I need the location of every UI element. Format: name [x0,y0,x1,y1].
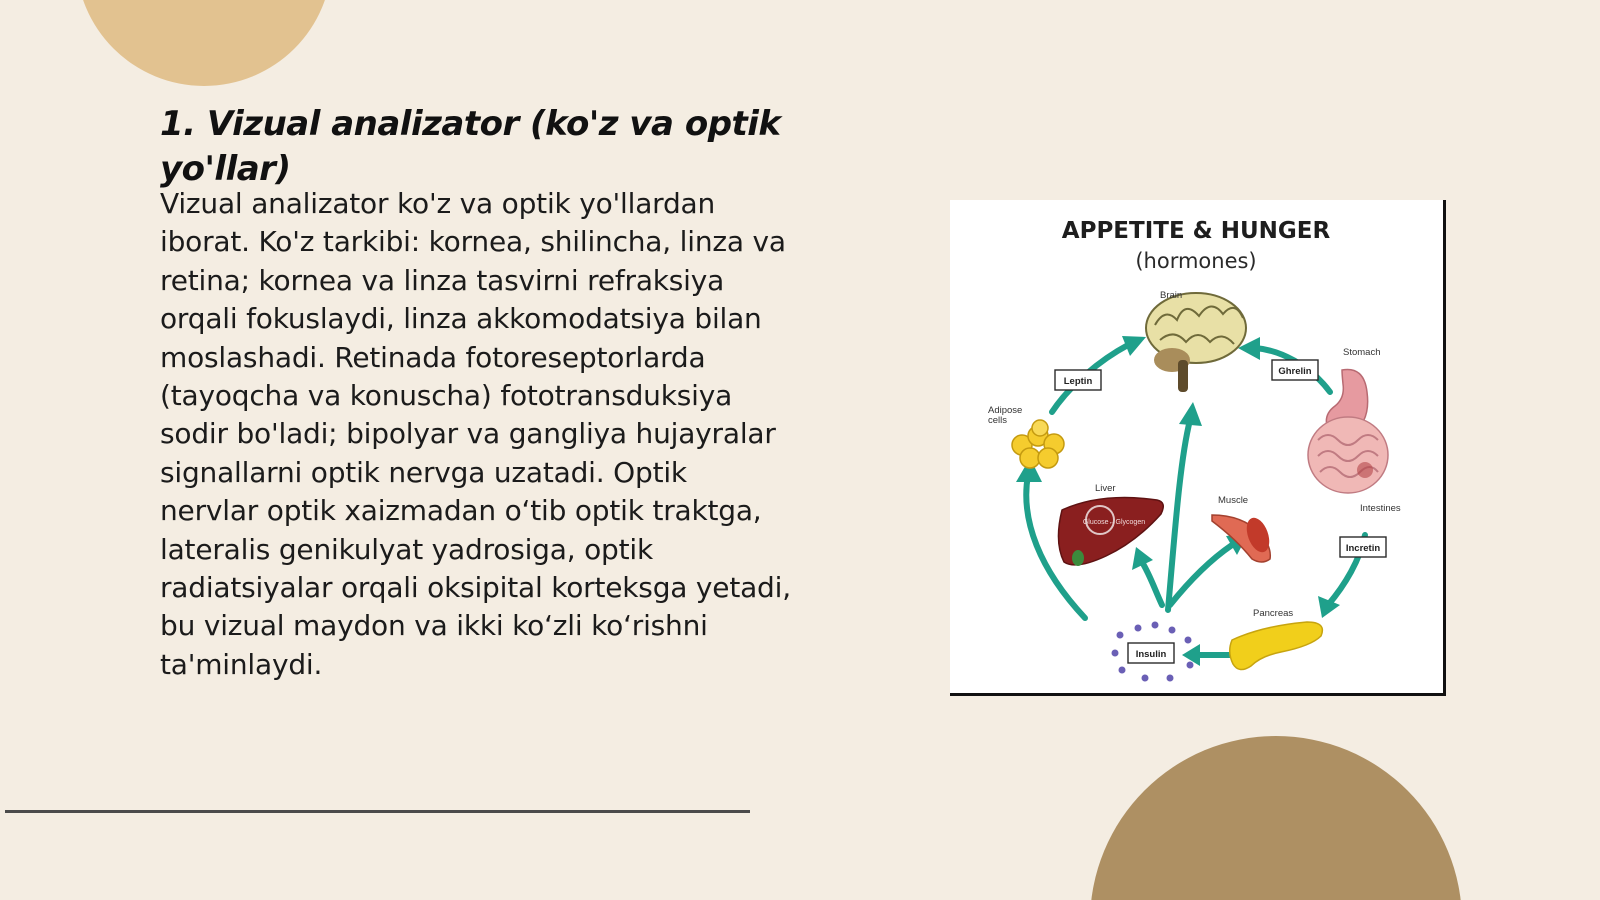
hormone-ghrelin: Ghrelin [1278,366,1312,377]
arrow-insulin-to-liver [1142,562,1162,605]
arrow-insulin-to-muscle [1170,545,1232,605]
brain-icon [1146,293,1246,392]
slide-body-text: Vizual analizator ko'z va optik yo'llardan iborat. Ko'z tarkibi: kornea, shilincha, linza va retina; kornea va linza tasvirni refraksiya orqali fokuslaydi, linza akkomodatsiya bilan moslashadi. Retinada fotoreseptorlarda (tayoqcha va konuscha) fototransduksiya sodir bo'ladi; bipolyar va gangliya hujayralar signallarni optik nervga uzatadi. Optik nervlar optik xaizmadan o‘tib optik traktga, lateralis genikulyat yadrosiga, optik radiatsiyalar orqali oksipital korteksga yetadi, bu vizual maydon va ikki ko‘zli ko‘rishni ta'minlaydi. [160,187,791,681]
diagram-svg [950,200,1443,693]
stomach-intestines-icon [1308,369,1388,493]
label-pancreas: Pancreas [1253,608,1294,619]
hormone-leptin: Leptin [1063,376,1093,387]
diagram-subtitle: (hormones) [1135,249,1257,273]
label-brain: Brain [1160,290,1183,301]
label-liver: Liver [1095,483,1116,494]
label-muscle: Muscle [1218,495,1249,506]
label-intestines: Intestines [1360,503,1401,514]
hormone-insulin: Insulin [1135,649,1167,660]
decorative-circle-top [76,0,332,86]
liver-inner-label: Glucose↔Glycogen [1082,519,1146,526]
pancreas-icon [1230,622,1323,670]
divider-line [5,810,750,813]
diagram-title: APPETITE & HUNGER [1061,218,1331,244]
adipose-cells-icon [1012,420,1064,468]
label-stomach: Stomach [1343,347,1381,358]
label-adipose: Adipose [988,405,1023,416]
label-adipose-cells: cells [988,415,1008,426]
liver-icon [1058,498,1163,566]
hormone-incretin: Incretin [1345,543,1381,554]
arrowhead-brain-center [1179,402,1202,426]
appetite-hunger-diagram [950,200,1446,696]
decorative-circle-bottom [1090,736,1462,900]
slide-title: 1. Vizual analizator (ko'z va optik yo'llar) [160,104,781,189]
